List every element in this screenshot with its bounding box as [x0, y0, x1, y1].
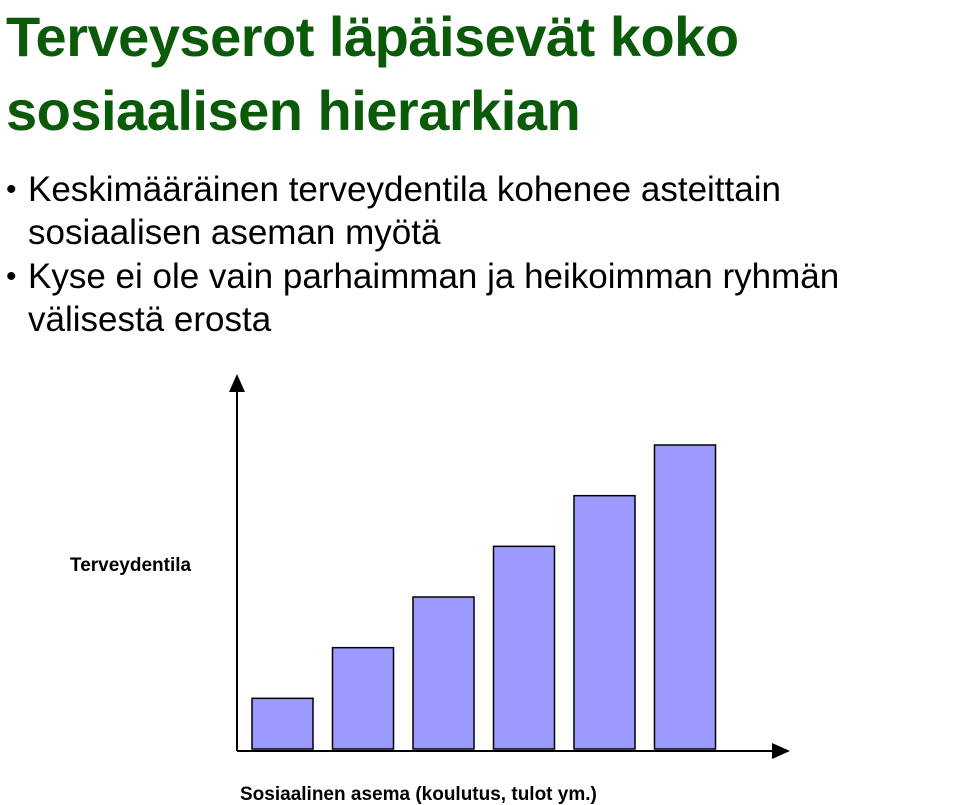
bullet-text: Keskimääräinen terveydentila kohenee asteittain sosiaalisen aseman myötä — [28, 170, 781, 252]
bullet-glyph: • — [6, 173, 17, 206]
bar-3 — [413, 597, 474, 749]
bar-4 — [494, 546, 555, 749]
bar-6 — [655, 445, 716, 749]
bar-1 — [252, 698, 313, 749]
x-axis-arrow — [772, 743, 790, 759]
y-axis-label: Terveydentila — [70, 555, 192, 576]
bar-2 — [333, 648, 394, 749]
bullet-text: Kyse ei ole vain parhaimman ja heikoimman ryhmän välisestä erosta — [28, 257, 840, 339]
x-axis-label: Sosiaalinen asema (koulutus, tulot ym.) — [240, 784, 597, 805]
bullet-glyph: • — [6, 260, 17, 293]
y-axis-arrow — [229, 374, 245, 392]
slide-title: Terveyserot läpäisevät koko sosiaalisen hierarkian — [6, 5, 739, 142]
bar-series — [252, 445, 716, 749]
bar-5 — [574, 496, 635, 749]
